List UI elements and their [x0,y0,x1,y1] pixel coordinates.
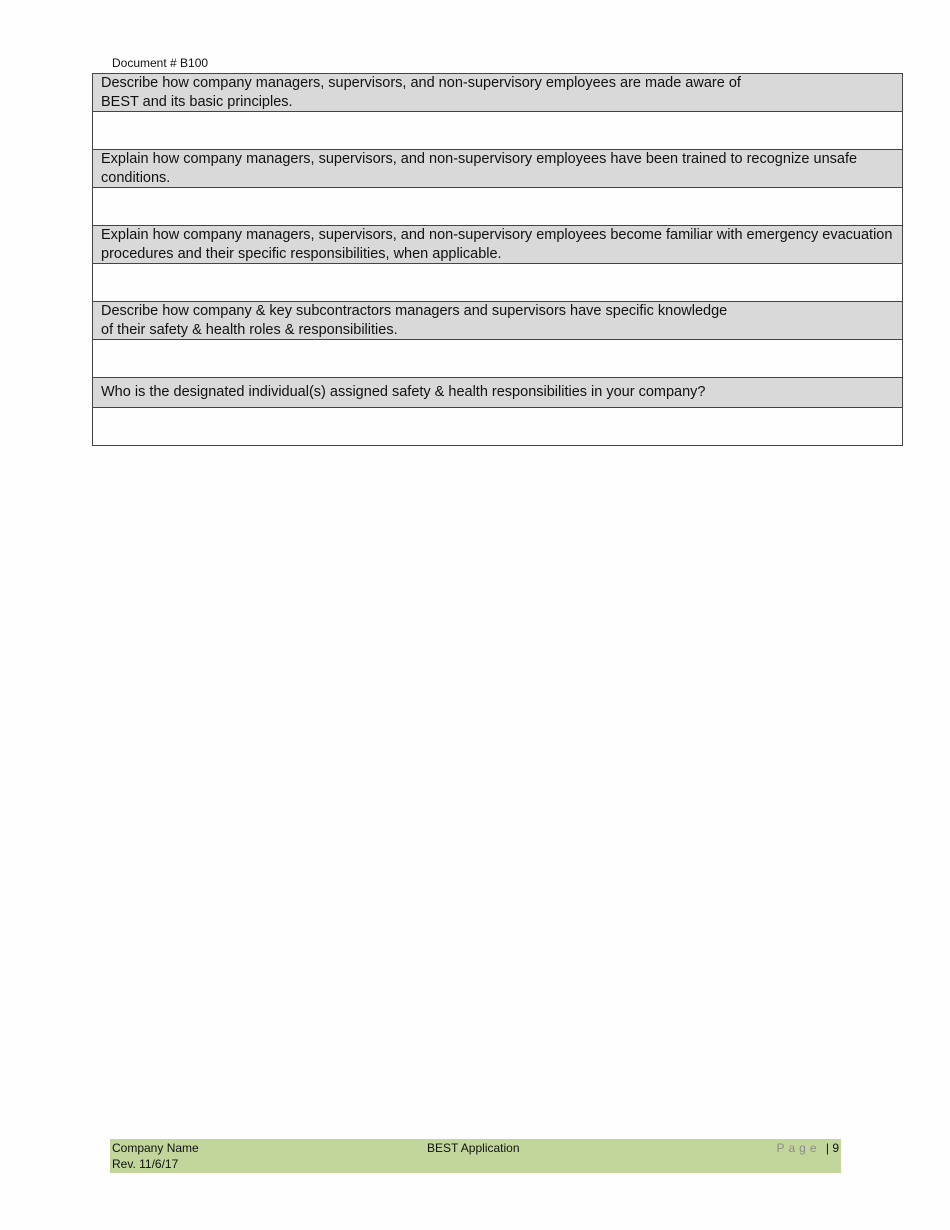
answer-field-2[interactable] [93,188,903,226]
question-row-2 [93,150,903,188]
footer-revision: Rev. 11/6/17 [112,1157,179,1171]
answer-field-4[interactable] [93,340,903,378]
answer-row-1 [93,112,903,150]
answer-row-2 [93,188,903,226]
question-prompt-4 [93,302,903,340]
question-row-3 [93,226,903,264]
document-number: Document # B100 [112,56,209,70]
answer-row-3 [93,264,903,302]
footer-page-number: 9 [832,1141,839,1155]
question-row-1 [93,74,903,112]
answer-field-1[interactable] [93,112,903,150]
question-prompt-text: Explain how company managers, supervisors, and non-supervisory employees become familiar with emergency evacuation procedures and their specific responsibilities, when applicable. [101,227,893,262]
question-prompt-text: Explain how company managers, supervisors, and non-supervisory employees have been trained to recognize unsafe conditions. [101,151,858,186]
question-prompt-2 [93,150,903,188]
questions-table [92,73,903,446]
footer-page-label: Page [776,1141,821,1155]
footer-company-name: Company Name [112,1141,199,1155]
question-row-5 [93,378,903,408]
footer-page-separator: | [825,1141,829,1155]
question-row-4 [93,302,903,340]
answer-field-3[interactable] [93,264,903,302]
page-footer [110,1139,841,1173]
answer-row-4 [93,340,903,378]
answer-row-5 [93,408,903,446]
footer-application-title: BEST Application [427,1141,520,1155]
question-prompt-text: Describe how company managers, supervisors, and non-supervisory employees are made aware of BEST and its basic principles. [101,75,741,110]
question-prompt-1 [93,74,903,112]
question-prompt-text: Who is the designated individual(s) assigned safety & health responsibilities in your company? [101,384,706,401]
footer-page-info [776,1141,839,1155]
question-prompt-text: Describe how company & key subcontractors managers and supervisors have specific knowledge of their safety & health roles & responsibilities. [101,303,728,338]
question-prompt-3 [93,226,903,264]
answer-field-5[interactable] [93,408,903,446]
question-prompt-5 [93,378,903,408]
